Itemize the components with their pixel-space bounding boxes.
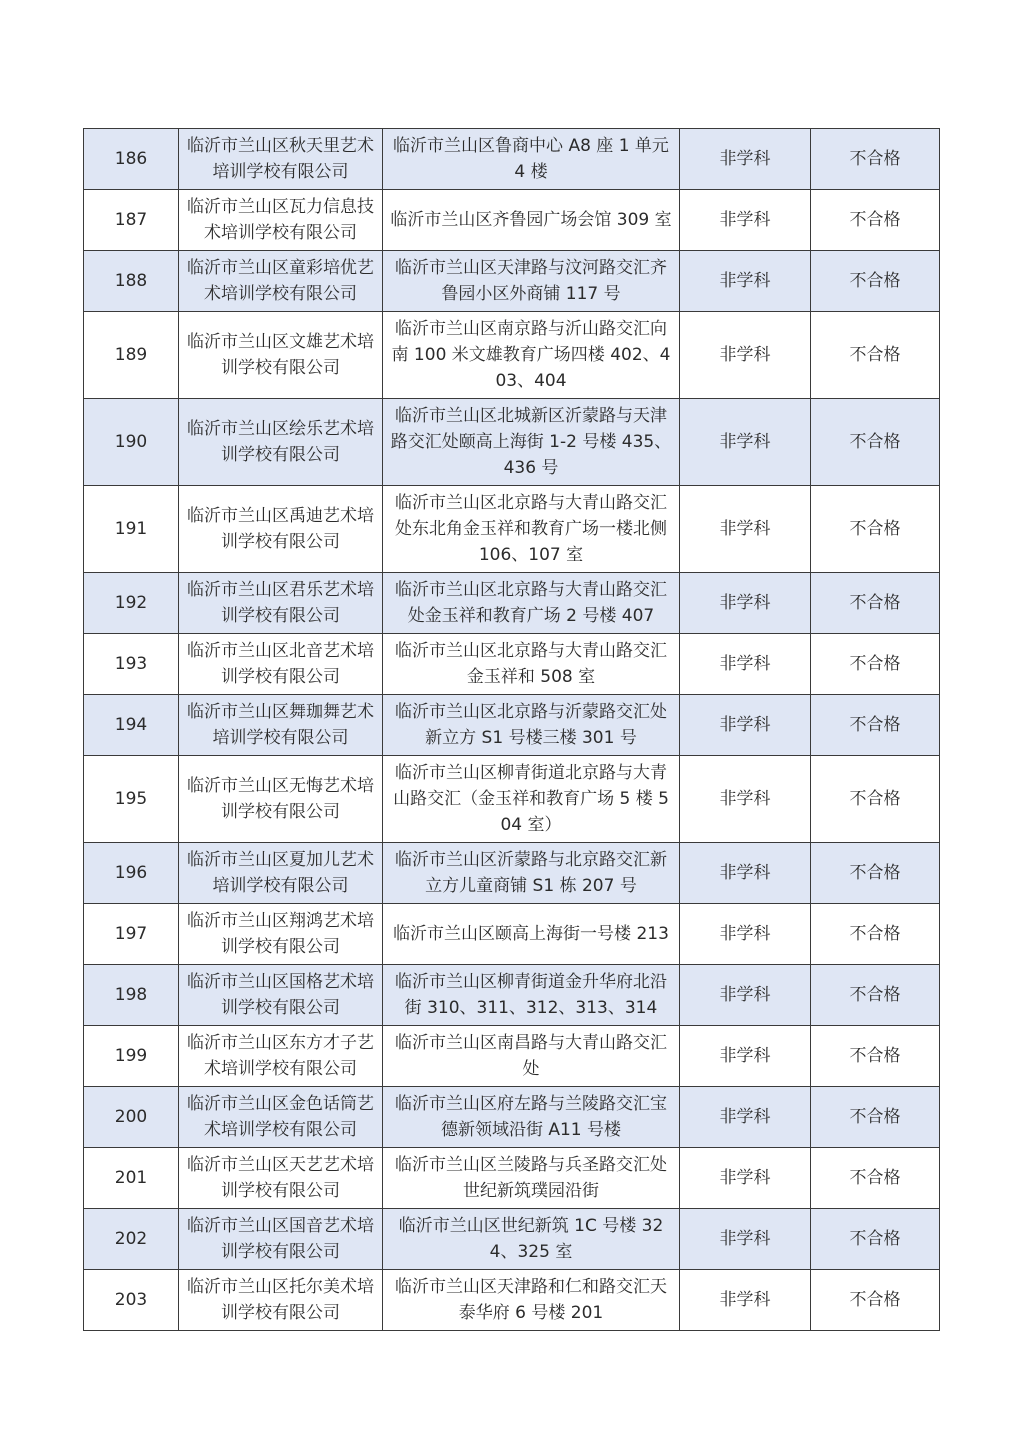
table-row [84,695,940,756]
row-number: 199 [84,1026,179,1087]
school-type: 非学科 [680,904,811,965]
school-address: 临沂市兰山区南昌路与大青山路交汇处 [383,1026,680,1087]
school-address: 临沂市兰山区北京路与沂蒙路交汇处新立方 S1 号楼三楼 301 号 [383,695,680,756]
school-address: 临沂市兰山区北城新区沂蒙路与天津路交汇处颐高上海街 1-2 号楼 435、436 号 [383,399,680,486]
table-row [84,1209,940,1270]
inspection-result: 不合格 [811,843,940,904]
row-number: 195 [84,756,179,843]
school-type: 非学科 [680,129,811,190]
inspection-result: 不合格 [811,399,940,486]
table-row [84,1148,940,1209]
table-row [84,399,940,486]
school-type: 非学科 [680,399,811,486]
school-address: 临沂市兰山区南京路与沂山路交汇向南 100 米文雄教育广场四楼 402、403、404 [383,312,680,399]
table-row [84,1270,940,1331]
school-type: 非学科 [680,965,811,1026]
school-type: 非学科 [680,1148,811,1209]
school-name: 临沂市兰山区无悔艺术培训学校有限公司 [179,756,383,843]
school-address: 临沂市兰山区世纪新筑 1C 号楼 324、325 室 [383,1209,680,1270]
school-name: 临沂市兰山区文雄艺术培训学校有限公司 [179,312,383,399]
row-number: 191 [84,486,179,573]
table-row [84,904,940,965]
school-name: 临沂市兰山区国音艺术培训学校有限公司 [179,1209,383,1270]
table-row [84,843,940,904]
inspection-result: 不合格 [811,634,940,695]
school-address: 临沂市兰山区天津路和仁和路交汇天泰华府 6 号楼 201 [383,1270,680,1331]
school-address: 临沂市兰山区北京路与大青山路交汇处东北角金玉祥和教育广场一楼北侧 106、107 室 [383,486,680,573]
inspection-result: 不合格 [811,190,940,251]
row-number: 192 [84,573,179,634]
row-number: 203 [84,1270,179,1331]
inspection-result: 不合格 [811,573,940,634]
row-number: 189 [84,312,179,399]
inspection-result: 不合格 [811,1026,940,1087]
row-number: 200 [84,1087,179,1148]
school-type: 非学科 [680,1270,811,1331]
school-address: 临沂市兰山区齐鲁园广场会馆 309 室 [383,190,680,251]
row-number: 188 [84,251,179,312]
school-type: 非学科 [680,1209,811,1270]
school-name: 临沂市兰山区金色话筒艺术培训学校有限公司 [179,1087,383,1148]
school-name: 临沂市兰山区禹迪艺术培训学校有限公司 [179,486,383,573]
table-row [84,1026,940,1087]
table-row [84,129,940,190]
school-name: 临沂市兰山区东方才子艺术培训学校有限公司 [179,1026,383,1087]
school-type: 非学科 [680,634,811,695]
inspection-result: 不合格 [811,965,940,1026]
school-type: 非学科 [680,573,811,634]
table-row [84,634,940,695]
school-name: 临沂市兰山区绘乐艺术培训学校有限公司 [179,399,383,486]
school-address: 临沂市兰山区北京路与大青山路交汇处金玉祥和教育广场 2 号楼 407 [383,573,680,634]
inspection-result: 不合格 [811,1148,940,1209]
inspection-result: 不合格 [811,904,940,965]
school-type: 非学科 [680,1026,811,1087]
school-address: 临沂市兰山区天津路与汶河路交汇齐鲁园小区外商铺 117 号 [383,251,680,312]
school-address: 临沂市兰山区沂蒙路与北京路交汇新立方儿童商铺 S1 栋 207 号 [383,843,680,904]
table-row [84,965,940,1026]
row-number: 193 [84,634,179,695]
school-name: 临沂市兰山区夏加儿艺术培训学校有限公司 [179,843,383,904]
school-name: 临沂市兰山区北音艺术培训学校有限公司 [179,634,383,695]
inspection-result: 不合格 [811,756,940,843]
school-name: 临沂市兰山区瓦力信息技术培训学校有限公司 [179,190,383,251]
school-type: 非学科 [680,251,811,312]
school-name: 临沂市兰山区国格艺术培训学校有限公司 [179,965,383,1026]
school-type: 非学科 [680,695,811,756]
school-name: 临沂市兰山区托尔美术培训学校有限公司 [179,1270,383,1331]
inspection-result: 不合格 [811,695,940,756]
school-address: 临沂市兰山区府左路与兰陵路交汇宝德新领域沿街 A11 号楼 [383,1087,680,1148]
inspection-result: 不合格 [811,312,940,399]
inspection-result: 不合格 [811,251,940,312]
school-type: 非学科 [680,843,811,904]
school-name: 临沂市兰山区秋天里艺术培训学校有限公司 [179,129,383,190]
school-type: 非学科 [680,190,811,251]
school-address: 临沂市兰山区柳青街道北京路与大青山路交汇（金玉祥和教育广场 5 楼 504 室） [383,756,680,843]
row-number: 196 [84,843,179,904]
table-row [84,190,940,251]
school-name: 临沂市兰山区童彩培优艺术培训学校有限公司 [179,251,383,312]
row-number: 190 [84,399,179,486]
school-address: 临沂市兰山区颐高上海街一号楼 213 [383,904,680,965]
school-type: 非学科 [680,1087,811,1148]
school-name: 临沂市兰山区天艺艺术培训学校有限公司 [179,1148,383,1209]
row-number: 194 [84,695,179,756]
row-number: 197 [84,904,179,965]
school-address: 临沂市兰山区鲁商中心 A8 座 1 单元 4 楼 [383,129,680,190]
table-row [84,573,940,634]
inspection-result: 不合格 [811,129,940,190]
school-type: 非学科 [680,312,811,399]
table-row [84,756,940,843]
table-row [84,1087,940,1148]
school-address: 临沂市兰山区柳青街道金升华府北沿街 310、311、312、313、314 [383,965,680,1026]
school-name: 临沂市兰山区翔鸿艺术培训学校有限公司 [179,904,383,965]
row-number: 201 [84,1148,179,1209]
school-inspection-table [83,128,940,1331]
table-row [84,312,940,399]
row-number: 187 [84,190,179,251]
school-name: 临沂市兰山区舞珈舞艺术培训学校有限公司 [179,695,383,756]
table-row [84,486,940,573]
inspection-result: 不合格 [811,486,940,573]
row-number: 198 [84,965,179,1026]
row-number: 186 [84,129,179,190]
school-type: 非学科 [680,486,811,573]
inspection-result: 不合格 [811,1209,940,1270]
table-row [84,251,940,312]
row-number: 202 [84,1209,179,1270]
inspection-result: 不合格 [811,1270,940,1331]
school-address: 临沂市兰山区兰陵路与兵圣路交汇处世纪新筑璞园沿街 [383,1148,680,1209]
school-type: 非学科 [680,756,811,843]
school-name: 临沂市兰山区君乐艺术培训学校有限公司 [179,573,383,634]
school-address: 临沂市兰山区北京路与大青山路交汇金玉祥和 508 室 [383,634,680,695]
inspection-result: 不合格 [811,1087,940,1148]
